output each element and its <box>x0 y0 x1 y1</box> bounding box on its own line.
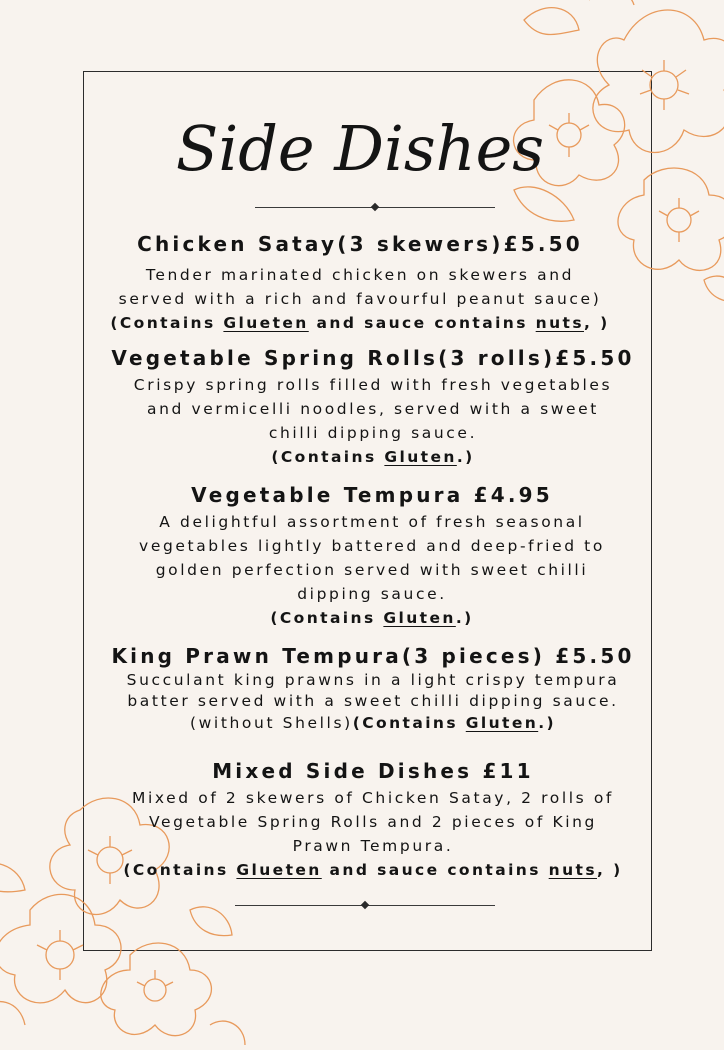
item-description-line: Mixed of 2 skewers of Chicken Satay, 2 rolls of <box>131 789 614 807</box>
item-name: Vegetable Tempura £4.95 <box>191 483 553 507</box>
item-description-line: batter served with a sweet chilli dipping sauce. <box>127 692 619 710</box>
top-divider <box>255 202 495 212</box>
item-description-line: Prawn Tempura. <box>292 837 454 855</box>
svg-text:Side Dishes: Side Dishes <box>175 112 545 185</box>
item-description-line: and vermicelli noodles, served with a sweet <box>146 400 599 418</box>
menu-item-chicken-satay <box>60 231 660 335</box>
diamond-divider-icon <box>361 901 369 909</box>
allergen-note: (Contains Gluten.) <box>270 609 474 627</box>
allergen-note: (Contains Glueten and sauce contains nuts, ) <box>110 314 610 332</box>
menu-item-vegetable-tempura <box>72 482 672 630</box>
item-name: Chicken Satay(3 skewers)£5.50 <box>137 232 583 256</box>
item-description-line: Tender marinated chicken on skewers and <box>145 266 575 284</box>
diamond-divider-icon <box>371 203 379 211</box>
bottom-divider <box>235 900 495 910</box>
item-description-line: Succulant king prawns in a light crispy tempura <box>126 671 620 689</box>
item-description-line: Vegetable Spring Rolls and 2 pieces of King <box>148 813 598 831</box>
menu-item-king-prawn-tempura <box>68 643 678 734</box>
item-description-line: (without Shells)(Contains Gluten.) <box>190 714 556 732</box>
menu-title <box>150 88 570 208</box>
item-description-line: vegetables lightly battered and deep-fried to <box>139 537 605 555</box>
item-description-line: dipping sauce. <box>297 585 447 603</box>
menu-item-vegetable-spring-rolls <box>68 345 678 469</box>
item-description-line: A delightful assortment of fresh seasonal <box>159 513 585 531</box>
item-description-line: Crispy spring rolls filled with fresh vegetables <box>133 376 613 394</box>
item-name: Vegetable Spring Rolls(3 rolls)£5.50 <box>111 346 635 370</box>
allergen-note: (Contains Glueten and sauce contains nuts, ) <box>123 861 623 879</box>
allergen-note: (Contains Gluten.) <box>271 448 475 466</box>
item-description-line: served with a rich and favourful peanut sauce) <box>118 290 602 308</box>
item-description-line: golden perfection served with sweet chilli <box>155 561 589 579</box>
item-name: Mixed Side Dishes £11 <box>212 759 534 783</box>
item-name: King Prawn Tempura(3 pieces) £5.50 <box>111 644 635 668</box>
item-description-line: chilli dipping sauce. <box>268 424 478 442</box>
menu-item-mixed-side-dishes <box>68 758 678 882</box>
